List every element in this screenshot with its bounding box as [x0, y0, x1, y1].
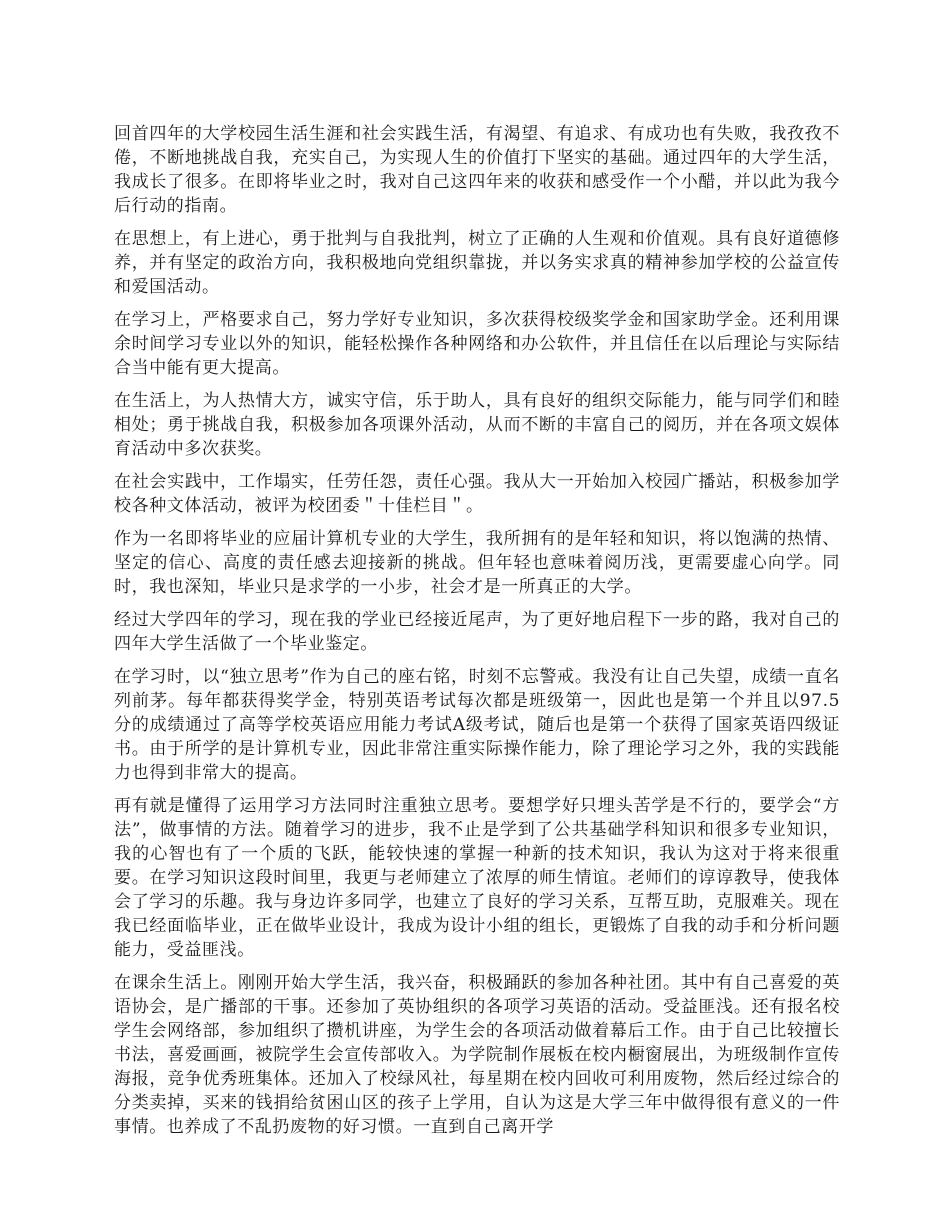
paragraph-social-practice: 在社会实践中，工作塌实，任劳任怨，责任心强。我从大一开始加入校园广播站，积极参加学校各种文体活动，被评为校团委＂十佳栏目＂。 [114, 472, 840, 516]
document-body [114, 122, 840, 1148]
paragraph-learning-achievements: 在学习时，以“独立思考”作为自己的座右铭，时刻不忘警戒。我没有让自己失望，成绩一直名列前茅。每年都获得奖学金，特别英语考试每次都是班级第一，因此也是第一个并且以97.5分的成绩通过了高等学校英语应用能力考试A级考试，随后也是第一个获得了国家英语四级证书。由于所学的是计算机专业，因此非常注重实际操作能力，除了理论学习之外，我的实践能力也得到非常大的提高。 [114, 667, 840, 783]
paragraph-self-appraisal-intro: 经过大学四年的学习，现在我的学业已经接近尾声，为了更好地启程下一步的路，我对自己的四年大学生活做了一个毕业鉴定。 [114, 610, 840, 654]
paragraph-ideology: 在思想上，有上进心，勇于批判与自我批判，树立了正确的人生观和价值观。具有良好道德修养，并有坚定的政治方向，我积极地向党组织靠拢，并以务实求真的精神参加学校的公益宣传和爱国活动。 [114, 229, 840, 297]
paragraph-learning-methods: 再有就是懂得了运用学习方法同时注重独立思考。要想学好只埋头苦学是不行的，要学会“方法”，做事情的方法。随着学习的进步，我不止是学到了公共基础学科知识和很多专业知识，我的心智也有了一个质的飞跃，能较快速的掌握一种新的技术知识，我认为这对于将来很重要。在学习知识这段时间里，我更与老师建立了浓厚的师生情谊。老师们的谆谆教导，使我体会了学习的乐趣。我与身边许多同学，也建立了良好的学习关系，互帮互助，克服难关。现在我已经面临毕业，正在做毕业设计，我成为设计小组的组长，更锻炼了自我的动手和分析问题能力，受益匪浅。 [114, 796, 840, 960]
paragraph-study: 在学习上，严格要求自己，努力学好专业知识，多次获得校级奖学金和国家助学金。还利用课余时间学习专业以外的知识，能轻松操作各种网络和办公软件，并且信任在以后理论与实际结合当中能有更大提高。 [114, 310, 840, 378]
paragraph-graduate-outlook: 作为一名即将毕业的应届计算机专业的大学生，我所拥有的是年轻和知识，将以饱满的热情、坚定的信心、高度的责任感去迎接新的挑战。但年轻也意味着阅历浅，更需要虚心向学。同时，我也深知，毕业只是求学的一小步，社会才是一所真正的大学。 [114, 529, 840, 597]
paragraph-extracurricular: 在课余生活上。刚刚开始大学生活，我兴奋，积极踊跃的参加各种社团。其中有自己喜爱的英语协会，是广播部的干事。还参加了英协组织的各项学习英语的活动。受益匪浅。还有报名校学生会网络部，参加组织了攒机讲座，为学生会的各项活动做着幕后工作。由于自己比较擅长书法，喜爱画画，被院学生会宣传部收入。为学院制作展板在校内橱窗展出，为班级制作宣传海报，竞争优秀班集体。还加入了校绿风社，每星期在校内回收可利用废物，然后经过综合的分类卖掉，买来的钱捐给贫困山区的孩子上学用，自认为这是大学三年中做得很有意义的一件事情。也养成了不乱扔废物的好习惯。一直到自己离开学 [114, 973, 840, 1137]
paragraph-intro: 回首四年的大学校园生活生涯和社会实践生活，有渴望、有追求、有成功也有失败，我孜孜不倦，不断地挑战自我，充实自己，为实现人生的价值打下坚实的基础。通过四年的大学生活，我成长了很多。在即将毕业之时，我对自己这四年来的收获和感受作一个小醋，并以此为我今后行动的指南。 [114, 124, 840, 216]
paragraph-life: 在生活上，为人热情大方，诚实守信，乐于助人，具有良好的组织交际能力，能与同学们和睦相处；勇于挑战自我，积极参加各项课外活动，从而不断的丰富自己的阅历，并在各项文娱体育活动中多次获奖。 [114, 391, 840, 459]
